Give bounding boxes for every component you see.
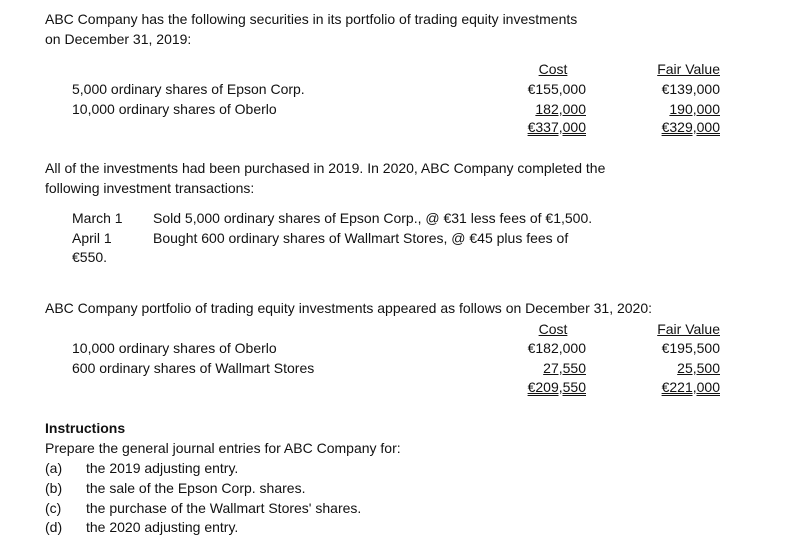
transaction-desc-1: Sold 5,000 ordinary shares of Epson Corp., @ €31 less fees of €1,500. <box>153 210 593 226</box>
fair-value-header-2020: Fair Value <box>657 321 720 337</box>
row-label-oberlo: 10,000 ordinary shares of Oberlo <box>72 101 277 117</box>
transaction-date-2: April 1 <box>72 230 112 246</box>
fair-value-oberlo-2020: €195,500 <box>661 340 720 356</box>
intro-line-2: on December 31, 2019: <box>45 31 192 47</box>
cost-oberlo-2020: €182,000 <box>527 340 586 356</box>
total-cost-2020: €209,550 <box>527 379 586 395</box>
instruction-text-c: the purchase of the Wallmart Stores' shares. <box>86 500 362 516</box>
cost-wallmart-2020: 27,550 <box>543 360 586 376</box>
instruction-letter-d: (d) <box>45 519 63 535</box>
instruction-letter-c: (c) <box>45 500 62 516</box>
fair-value-wallmart-2020: 25,500 <box>677 360 720 376</box>
instruction-text-a: the 2019 adjusting entry. <box>86 460 239 476</box>
transaction-desc-2-wrap: €550. <box>72 249 108 265</box>
total-fair-value-2019: €329,000 <box>661 119 720 135</box>
instructions-lead: Prepare the general journal entries for ABC Company for: <box>45 440 401 456</box>
fair-value-epson-2019: €139,000 <box>661 81 720 97</box>
cost-epson-2019: €155,000 <box>527 81 586 97</box>
instruction-text-d: the 2020 adjusting entry. <box>86 519 239 535</box>
para3: ABC Company portfolio of trading equity investments appeared as follows on December 31, 2020: <box>45 300 653 316</box>
instructions-heading: Instructions <box>45 420 126 436</box>
instruction-text-b: the sale of the Epson Corp. shares. <box>86 480 306 496</box>
transaction-desc-2: Bought 600 ordinary shares of Wallmart Stores, @ €45 plus fees of <box>153 230 569 246</box>
row-label-wallmart: 600 ordinary shares of Wallmart Stores <box>72 360 315 376</box>
fair-value-header-2019: Fair Value <box>657 61 720 77</box>
total-fair-value-2020: €221,000 <box>661 379 720 395</box>
para2-line-1: All of the investments had been purchased in 2019. In 2020, ABC Company completed the <box>45 160 606 176</box>
transaction-date-1: March 1 <box>72 210 123 226</box>
cost-oberlo-2019: 182,000 <box>535 101 586 117</box>
intro-line-1: ABC Company has the following securities in its portfolio of trading equity investments <box>45 11 578 27</box>
total-cost-2019: €337,000 <box>527 119 586 135</box>
row-label-epson: 5,000 ordinary shares of Epson Corp. <box>72 81 305 97</box>
instruction-letter-a: (a) <box>45 460 63 476</box>
fair-value-oberlo-2019: 190,000 <box>669 101 720 117</box>
para2-line-2: following investment transactions: <box>45 180 255 196</box>
instruction-letter-b: (b) <box>45 480 63 496</box>
cost-header-2020: Cost <box>538 321 568 337</box>
cost-header-2019: Cost <box>538 61 568 77</box>
row-label-oberlo-2020: 10,000 ordinary shares of Oberlo <box>72 340 277 356</box>
